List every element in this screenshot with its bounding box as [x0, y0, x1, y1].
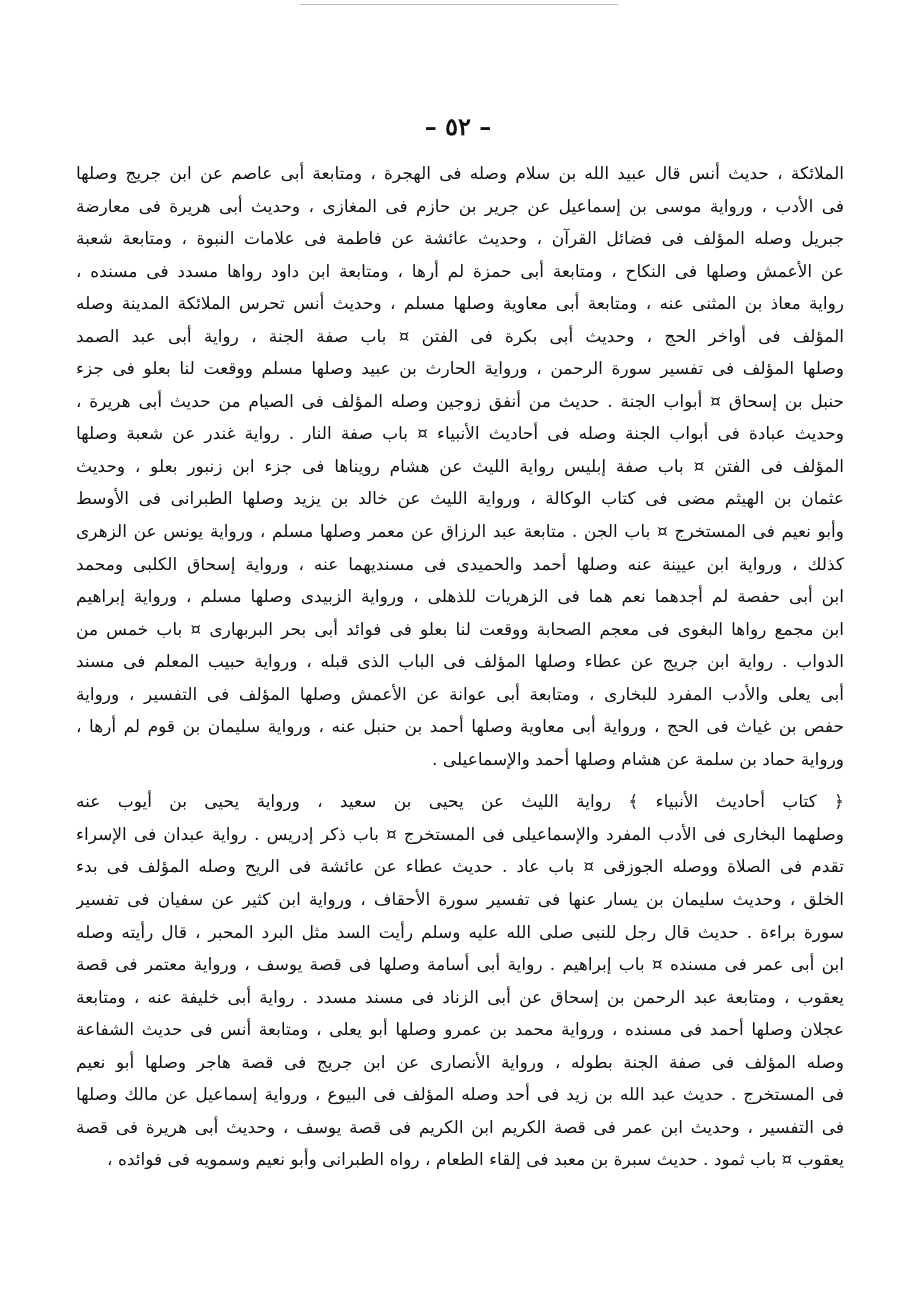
text-line: جبريل وصله المؤلف فى فضائل القرآن ، وحديث عائشة عن فاطمة فى علامات النبوة ، ومتابعة شعبة	[76, 229, 844, 250]
text-line: فى الأدب ، ورواية موسى بن إسماعيل عن جرير بن حازم فى المغازى ، وحديث أبى هريرة فى معارضة	[76, 196, 844, 217]
text-body	[76, 158, 844, 1198]
paragraph-2	[76, 786, 844, 1177]
text-line: وحديث عبادة فى أبواب الجنة وصله فى أحاديث الأنبياء ¤ باب صفة النار . رواية غندر عن شعبة وصلها	[76, 424, 844, 445]
text-line: الدواب . رواية ابن جريج عن عطاء وصلها المؤلف فى الباب الذى قبله ، ورواية حبيب المعلم فى مسند	[76, 652, 844, 673]
text-line: يعقوب ¤ باب ثمود . حديث سبرة بن معبد فى إلقاء الطعام ، رواه الطبرانى وأبو نعيم وسمويه فى فوائده ،	[107, 1150, 844, 1171]
text-line: فى التفسير ، وحديث ابن عمر فى قصة الكريم ابن الكريم فى قصة يوسف ، وحديث أبى هريرة فى قصة	[76, 1117, 844, 1138]
text-line: ﴿ كتاب أحاديث الأنبياء ﴾ رواية الليث عن يحيى بن سعيد ، ورواية يحيى بن أيوب عنه	[76, 792, 844, 813]
text-line: سورة براءة . حديث قال رجل للنبى صلى الله عليه وسلم رأيت السد مثل البرد المحبر ، قال رأيته وصله	[76, 922, 844, 943]
text-line: أبى يعلى والأدب المفرد للبخارى ، ومتابعة أبى عوانة عن الأعمش وصلها المؤلف فى التفسير ، ورواية	[76, 684, 844, 705]
text-line: كذلك ، ورواية ابن عيينة عنه وصلها أحمد والحميدى فى مسنديهما عنه ، ورواية إسحاق الكلبى ومحمد	[76, 554, 844, 575]
text-line: تقدم فى الصلاة ووصله الجوزقى ¤ باب عاد . حديث عطاء عن عائشة فى الريح وصله المؤلف فى بدء	[76, 857, 844, 878]
page-number: – ٥٢ –	[424, 112, 492, 141]
text-line: وصلها المؤلف فى تفسير سورة الرحمن ، ورواية الحارث بن عبيد وصلها مسلم ووقعت لنا بعلو فى جزء	[76, 359, 844, 380]
text-line: ورواية حماد بن سلمة عن هشام وصلها أحمد والإسماعيلى .	[432, 749, 844, 770]
text-line: ابن أبى حفصة لم أجدهما نعم هما فى الزهريات للذهلى ، ورواية الزبيدى وصلها مسلم ، ورواية إبراهيم	[76, 587, 844, 608]
text-line: الملائكة ، حديث أنس قال عبيد الله بن سلام وصله فى الهجرة ، ومتابعة أبى عاصم عن ابن جريج وصلها	[76, 164, 844, 184]
text-line: حنبل بن إسحاق ¤ أبواب الجنة . حديث من أنفق زوجين وصله المؤلف فى الصيام من حديث أبى هريرة ،	[76, 391, 844, 412]
text-line: يعقوب ، ومتابعة عبد الرحمن بن إسحاق عن أبى الزناد فى مسند مسدد . رواية أبى خليفة عنه ، ومتابعة	[76, 987, 844, 1008]
text-line: وصله المؤلف فى صفة الجنة بطوله ، ورواية الأنصارى عن ابن جريج فى قصة هاجر وصلها أبو نعيم	[76, 1052, 844, 1073]
top-rule	[300, 4, 618, 5]
text-line: حفص بن غياث فى الحج ، ورواية أبى معاوية وصلها أحمد بن حنبل عنه ، ورواية سليمان بن قوم لم أرها ،	[76, 717, 844, 738]
text-line: ابن أبى عمر فى مسنده ¤ باب إبراهيم . رواية أبى أسامة وصلها فى قصة يوسف ، ورواية معتمر فى قصة	[76, 955, 844, 976]
text-line: وأبو نعيم فى المستخرج ¤ باب الجن . متابعة عبد الرزاق عن معمر وصلها مسلم ، ورواية يونس عن الزهرى	[76, 522, 844, 543]
text-line: وصلهما البخارى فى الأدب المفرد والإسماعيلى فى المستخرج ¤ باب ذكر إدريس . رواية عبدان فى الإسراء	[76, 824, 844, 845]
text-line: رواية معاذ بن المثنى عنه ، ومتابعة أبى معاوية وصلها مسلم ، وحديث أنس تحرس الملائكة المدينة وصله	[76, 294, 844, 315]
text-line: عن الأعمش وصلها فى النكاح ، ومتابعة أبى حمزة لم أرها ، ومتابعة ابن داود رواها مسدد فى مسنده ،	[76, 261, 844, 282]
text-line: عثمان بن الهيثم مضى فى كتاب الوكالة ، ورواية الليث عن خالد بن يزيد وصلها الطبرانى فى الأوسط	[76, 489, 844, 510]
text-line: فى المستخرج . حديث عبد الله بن زيد فى أحد وصله المؤلف فى البيوع ، ورواية إسماعيل عن مالك وصلها	[76, 1085, 844, 1106]
paragraph-1	[76, 158, 844, 776]
text-line: المؤلف فى الفتن ¤ باب صفة إبليس رواية الليث عن هشام رويناها فى جزء ابن زنبور بعلو ، وحديث	[76, 456, 844, 477]
text-line: الخلق ، وحديث سليمان بن يسار عنها فى تفسير سورة الأحقاف ، ورواية ابن كثير عن سفيان فى تفسير	[76, 890, 844, 911]
text-line: عجلان وصلها أحمد فى مسنده ، ورواية محمد بن عمرو وصلها أبو يعلى ، ومتابعة أنس فى حديث الشفاعة	[76, 1020, 844, 1041]
paragraph-gap	[76, 776, 844, 786]
text-line: المؤلف فى أواخر الحج ، وحديث أبى بكرة فى الفتن ¤ باب صفة الجنة ، رواية أبى عبد الصمد	[76, 326, 844, 347]
text-line: ابن مجمع رواها البغوى فى معجم الصحابة ووقعت لنا بعلو فى فوائد أبى بحر البربهارى ¤ باب خمس من	[76, 619, 844, 640]
